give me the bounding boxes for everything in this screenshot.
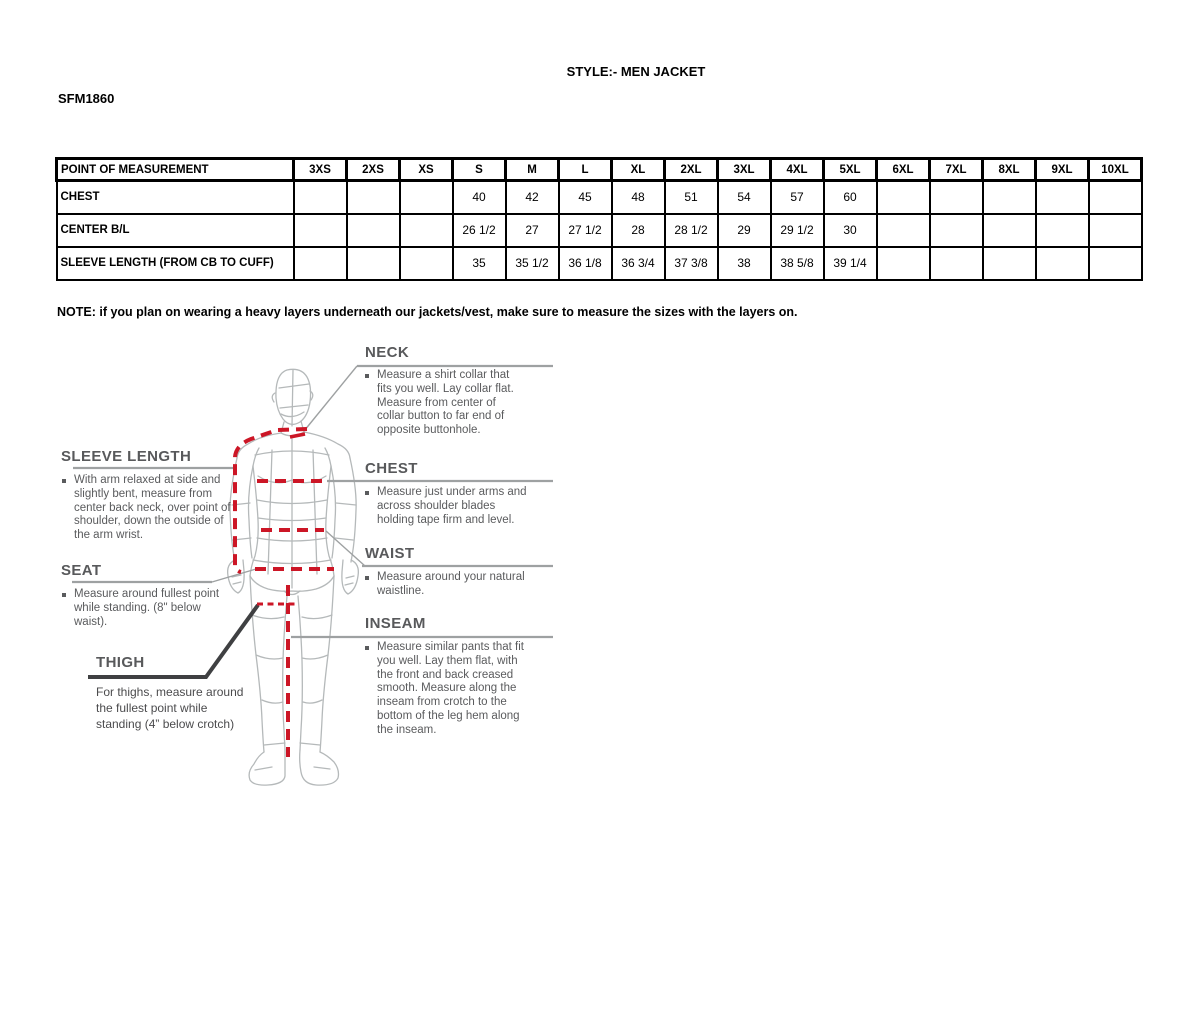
size-value-cell: 28 [612, 214, 665, 247]
size-value-cell [400, 181, 453, 214]
size-chart-table [55, 157, 1143, 281]
size-column-header: XS [400, 159, 453, 181]
section-seat-title: SEAT [61, 562, 102, 579]
bullet-icon [365, 374, 369, 378]
size-value-cell [877, 214, 930, 247]
section-chest [365, 460, 530, 527]
size-value-cell [294, 247, 347, 280]
bullet-icon [365, 576, 369, 580]
size-value-cell: 45 [559, 181, 612, 214]
size-value-cell: 30 [824, 214, 877, 247]
size-value-cell: 48 [612, 181, 665, 214]
size-value-cell: 29 1/2 [771, 214, 824, 247]
size-value-cell: 37 3/8 [665, 247, 718, 280]
note-text: NOTE: if you plan on wearing a heavy layers underneath our jackets/vest, make sure to measure the sizes with the layers on. [57, 305, 798, 319]
section-inseam-text: Measure similar pants that fit you well. Lay them flat, with the front and back creased smooth. Measure along the inseam from crotch to the bottom of the leg hem along the inseam. [377, 641, 530, 738]
table-row [57, 247, 1142, 280]
section-inseam [365, 615, 530, 738]
size-column-header: 2XL [665, 159, 718, 181]
row-label: CENTER B/L [57, 214, 294, 247]
size-column-header: 3XL [718, 159, 771, 181]
size-value-cell: 35 [453, 247, 506, 280]
row-label: SLEEVE LENGTH (FROM CB TO CUFF) [57, 247, 294, 280]
size-column-header: 3XS [294, 159, 347, 181]
size-value-cell: 38 5/8 [771, 247, 824, 280]
size-value-cell: 36 3/4 [612, 247, 665, 280]
section-thigh-text: For thighs, measure around the fullest point while standing (4” below crotch) [96, 685, 244, 731]
size-value-cell: 26 1/2 [453, 214, 506, 247]
size-value-cell [1036, 247, 1089, 280]
size-column-header: 6XL [877, 159, 930, 181]
size-value-cell [1089, 181, 1142, 214]
bullet-icon [62, 593, 66, 597]
section-sleeve-length [61, 448, 239, 543]
measurement-column-header: POINT OF MEASUREMENT [57, 159, 294, 181]
size-column-header: XL [612, 159, 665, 181]
size-value-cell: 54 [718, 181, 771, 214]
section-neck-title: NECK [365, 344, 410, 361]
size-value-cell: 60 [824, 181, 877, 214]
bullet-icon [62, 479, 66, 483]
size-value-cell: 51 [665, 181, 718, 214]
size-value-cell: 42 [506, 181, 559, 214]
size-value-cell: 40 [453, 181, 506, 214]
size-value-cell [347, 247, 400, 280]
size-value-cell: 57 [771, 181, 824, 214]
size-value-cell [930, 247, 983, 280]
size-value-cell [983, 181, 1036, 214]
size-column-header: 7XL [930, 159, 983, 181]
size-value-cell [877, 181, 930, 214]
size-value-cell [347, 214, 400, 247]
size-value-cell [347, 181, 400, 214]
section-thigh [96, 654, 246, 732]
size-value-cell [930, 214, 983, 247]
size-value-cell [930, 181, 983, 214]
size-column-header: M [506, 159, 559, 181]
section-sleeve-length-text: With arm relaxed at side and slightly bent, measure from center back neck, over point of shoulder, down the outside of the arm wrist. [74, 474, 239, 543]
size-column-header: 9XL [1036, 159, 1089, 181]
size-column-header: 8XL [983, 159, 1036, 181]
size-column-header: 10XL [1089, 159, 1142, 181]
size-value-cell [983, 247, 1036, 280]
size-column-header: S [453, 159, 506, 181]
section-seat [61, 562, 221, 629]
size-value-cell: 39 1/4 [824, 247, 877, 280]
page-title: STYLE:- MEN JACKET [566, 64, 706, 79]
bullet-icon [365, 491, 369, 495]
size-value-cell [1036, 214, 1089, 247]
size-value-cell [400, 214, 453, 247]
size-value-cell [1089, 214, 1142, 247]
section-inseam-title: INSEAM [365, 615, 426, 632]
wireframe-figure [228, 369, 359, 785]
size-value-cell: 36 1/8 [559, 247, 612, 280]
size-value-cell [983, 214, 1036, 247]
section-seat-text: Measure around fullest point while standing. (8" below waist). [74, 588, 221, 629]
size-value-cell [1036, 181, 1089, 214]
size-column-header: 2XS [347, 159, 400, 181]
size-value-cell: 28 1/2 [665, 214, 718, 247]
size-value-cell [1089, 247, 1142, 280]
section-neck-text: Measure a shirt collar that fits you well. Lay collar flat. Measure from center of collar button to far end of opposite buttonhole. [377, 369, 525, 438]
size-column-header: 5XL [824, 159, 877, 181]
size-value-cell: 38 [718, 247, 771, 280]
size-value-cell: 27 1/2 [559, 214, 612, 247]
table-row [57, 181, 1142, 214]
section-neck [365, 344, 525, 438]
table-row [57, 214, 1142, 247]
section-waist [365, 545, 525, 599]
section-sleeve-length-title: SLEEVE LENGTH [61, 448, 192, 465]
style-code: SFM1860 [58, 91, 115, 106]
section-waist-text: Measure around your natural waistline. [377, 571, 525, 599]
size-column-header: L [559, 159, 612, 181]
section-waist-title: WAIST [365, 545, 415, 562]
size-value-cell [294, 181, 347, 214]
neck-measure-dash [290, 434, 305, 437]
size-value-cell: 35 1/2 [506, 247, 559, 280]
size-value-cell [400, 247, 453, 280]
sleeve-measure-line [235, 429, 307, 572]
size-table-header-row [57, 159, 1142, 181]
section-chest-text: Measure just under arms and across shoulder blades holding tape firm and level. [377, 486, 530, 527]
size-value-cell [294, 214, 347, 247]
size-column-header: 4XL [771, 159, 824, 181]
size-value-cell: 27 [506, 214, 559, 247]
size-value-cell: 29 [718, 214, 771, 247]
bullet-icon [365, 646, 369, 650]
section-chest-title: CHEST [365, 460, 418, 477]
measurement-lines [235, 429, 334, 757]
size-value-cell [877, 247, 930, 280]
row-label: CHEST [57, 181, 294, 214]
section-thigh-title: THIGH [96, 654, 145, 671]
